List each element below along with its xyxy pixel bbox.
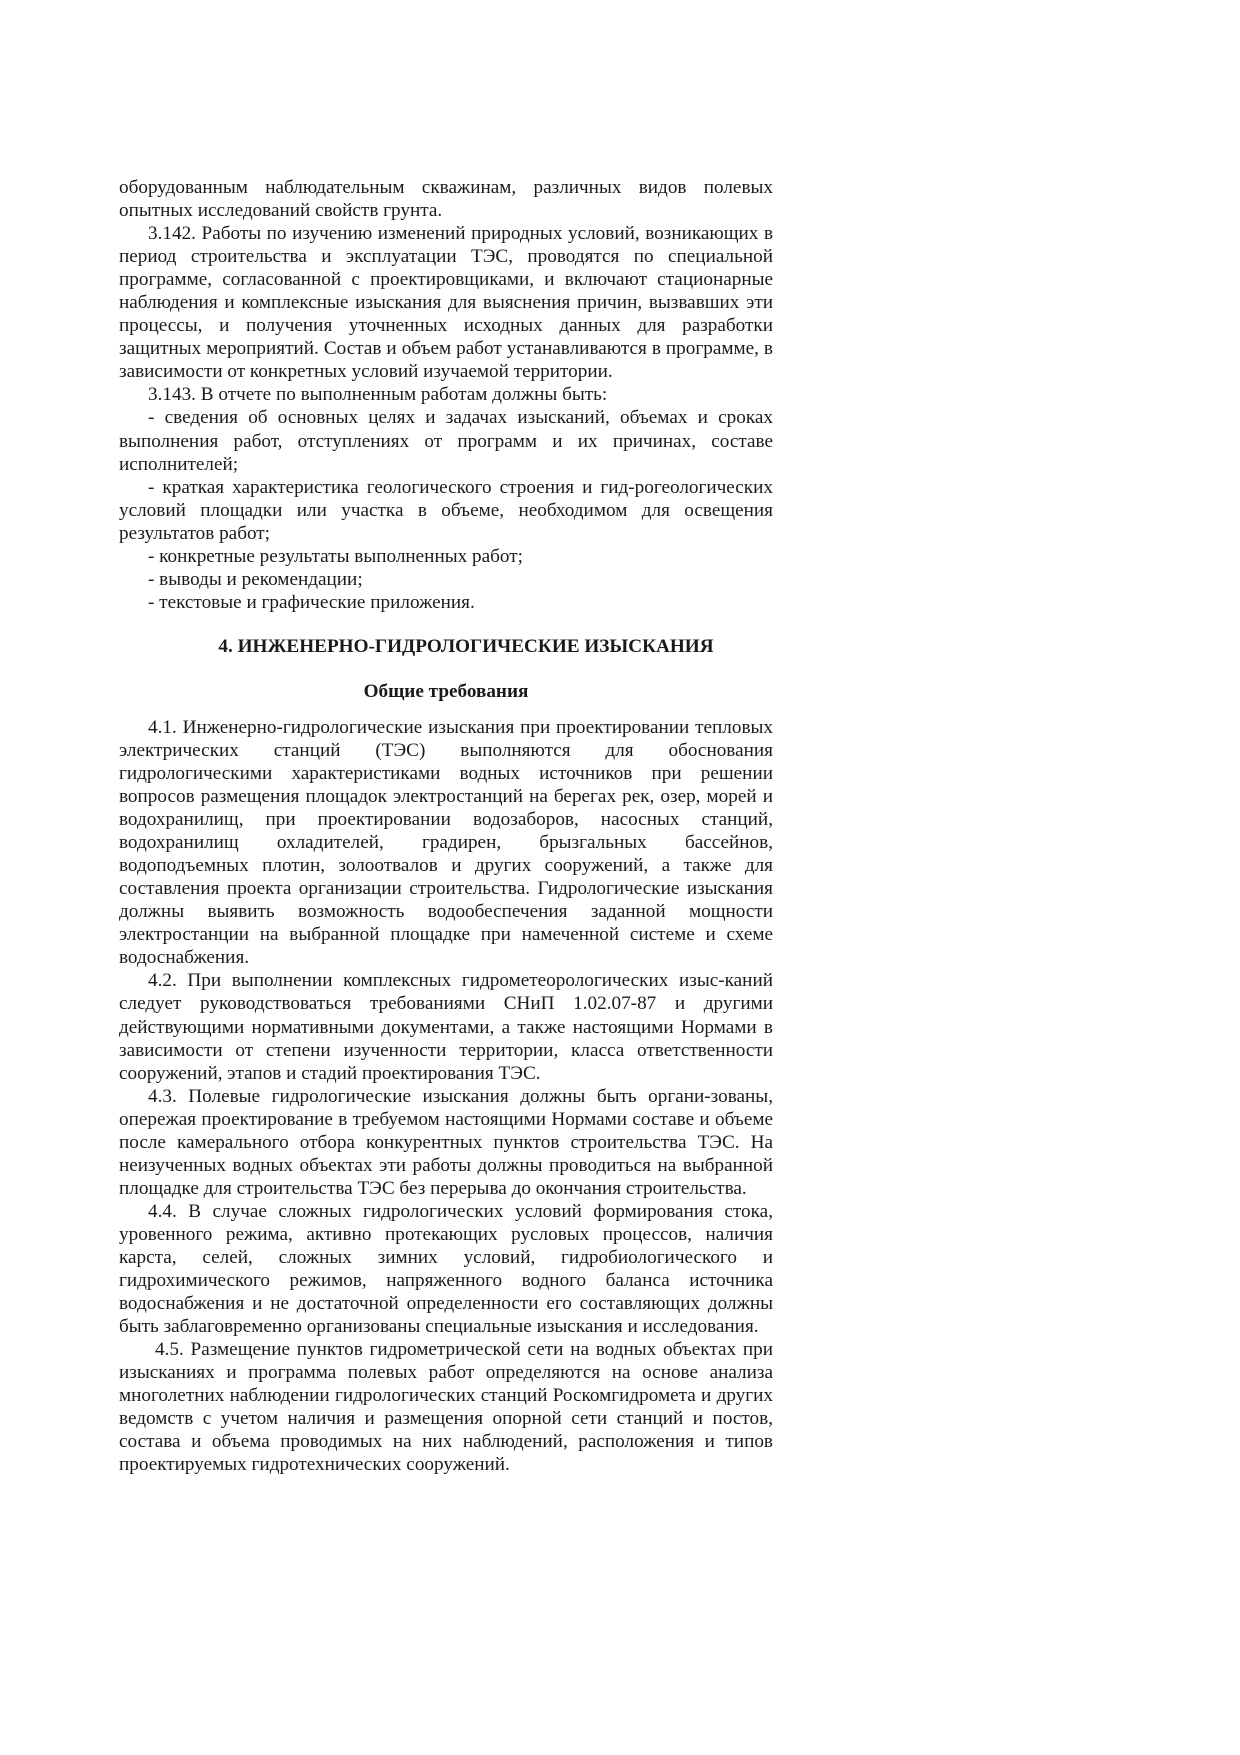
paragraph-4-4: 4.4. В случае сложных гидрологических условий формирования стока, уровенного режима, активно протекающих русловых процессов, наличия карста, селей, сложных зимних условий, гидробиологического и гидрохимического режимов, напряженного водного баланса источника водоснабжения и не достаточной определенности его составляющих должны быть заблаговременно организованы специальные изыскания и исследования. (119, 1200, 773, 1338)
paragraph-continuation: оборудованным наблюдательным скважинам, различных видов полевых опытных исследований свойств грунта. (119, 177, 773, 222)
list-item-appendices: - текстовые и графические приложения. (148, 591, 475, 613)
document-page (119, 176, 773, 1476)
list-item-goals: - сведения об основных целях и задачах изысканий, объемах и сроках выполнения работ, отступлениях от программ и их причинах, составе исполнителей; (119, 407, 773, 475)
paragraph-4-5: 4.5. Размещение пунктов гидрометрической сети на водных объектах при изысканиях и программа полевых работ определяются на основе анализа многолетних наблюдении гидрологических станций Роскомгидромета и других ведомств с учетом наличия и размещения опорной сети станций и постов, состава и объема проводимых на них наблюдений, расположения и типов проектируемых гидротехнических сооружений. (119, 1339, 773, 1476)
list-item-geology: - краткая характеристика геологического строения и гид-рогеологических условий площадки или участка в объеме, необходимом для освещения результатов работ; (119, 476, 773, 544)
paragraph-4-1: 4.1. Инженерно-гидрологические изыскания при проектировании тепловых электрических станций (ТЭС) выполняются для обоснования гидрологическими характеристиками водных источников при решении вопросов размещения площадок электростанций на берегах рек, озер, морей и водохранилищ, при проектировании водозаборов, насосных станций, водохранилищ охладителей, градирен, брызгальных бассейнов, водоподъемных плотин, золоотвалов и других сооружений, а также для составления проекта организации строительства. Гидрологические изыскания должны выявить возможность водообеспечения заданной мощности электростанции на выбранной площадке при намеченной системе и схеме водоснабжения. (119, 716, 773, 969)
paragraph-4-2: 4.2. При выполнении комплексных гидрометеорологических изыс-каний следует руководствоваться требованиями СНиП 1.02.07-87 и другими действующими нормативными документами, а также настоящими Нормами в зависимости от степени изученности территории, класса ответственности сооружений, этапов и стадий проектирования ТЭС. (119, 970, 773, 1084)
section-title: 4. ИНЖЕНЕРНО-ГИДРОЛОГИЧЕСКИЕ ИЗЫСКАНИЯ (218, 635, 714, 657)
paragraph-3-142: 3.142. Работы по изучению изменений природных условий, возникающих в период строительства и эксплуатации ТЭС, проводятся по специальной программе, согласованной с проектировщиками, и включают стационарные наблюдения и комплексные изыскания для выяснения причин, вызвавших эти процессы, и получения уточненных исходных данных для разработки защитных мероприятий. Состав и объем работ устанавливаются в программе, в зависимости от конкретных условий изучаемой территории. (119, 223, 773, 383)
paragraph-3-143: 3.143. В отчете по выполненным работам должны быть: (148, 384, 608, 406)
subsection-title: Общие требования (363, 680, 529, 702)
list-item-conclusions: - выводы и рекомендации; (148, 568, 363, 590)
paragraph-4-3: 4.3. Полевые гидрологические изыскания должны быть органи-зованы, опережая проектирование в требуемом настоящими Нормами составе и объеме после камерального отбора конкурентных пунктов строительства ТЭС. На неизученных водных объектах эти работы должны проводиться на выбранной площадке для строительства ТЭС без перерыва до окончания строительства. (119, 1085, 773, 1199)
list-item-results: - конкретные результаты выполненных работ; (148, 545, 523, 567)
